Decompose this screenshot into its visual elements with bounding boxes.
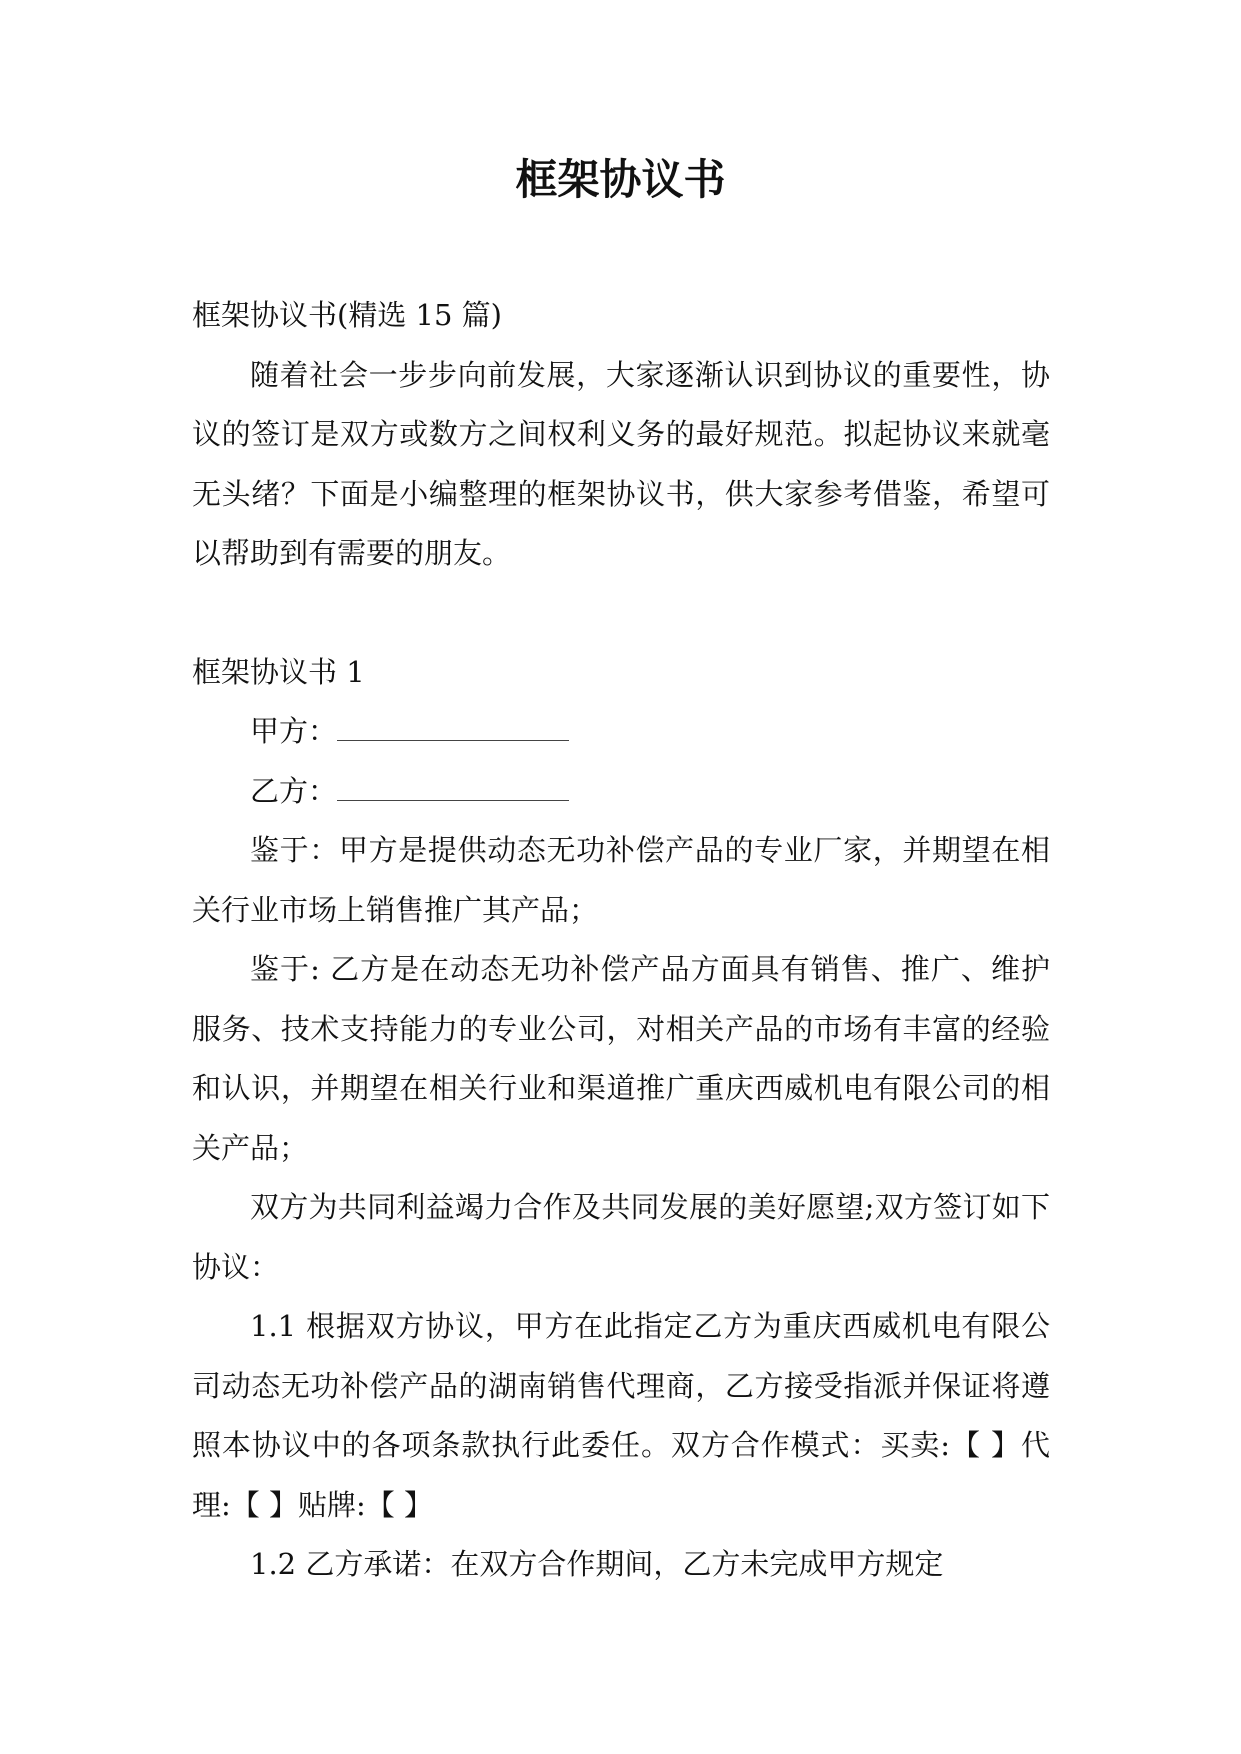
party-b-line	[192, 762, 1050, 822]
whereas-paragraph-2: 鉴于: 乙方是在动态无功补偿产品方面具有销售、推广、维护服务、技术支持能力的专业公司，对相关产品的市场有丰富的经验和认识，并期望在相关行业和渠道推广重庆西威机电有限公司的相关产品；	[192, 952, 1050, 1165]
party-a-blank	[337, 714, 569, 741]
party-a-line	[192, 702, 1050, 762]
party-a-label: 甲方：	[250, 714, 338, 748]
whereas-paragraph-1: 鉴于：甲方是提供动态无功补偿产品的专业厂家，并期望在相关行业市场上销售推广其产品；	[192, 833, 1050, 927]
section-title: 框架协议书 1	[192, 654, 365, 689]
paragraph-gap	[192, 584, 1050, 643]
intro-paragraph: 随着社会一步步向前发展，大家逐渐认识到协议的重要性，协议的签订是双方或数方之间权利义务的最好规范。拟起协议来就毫无头绪？下面是小编整理的框架协议书，供大家参考借鉴，希望可以帮助到有需要的朋友。	[192, 357, 1050, 570]
clause-1-2: 1.2 乙方承诺：在双方合作期间，乙方未完成甲方规定	[250, 1547, 944, 1581]
party-b-label: 乙方：	[250, 773, 338, 808]
agreement-intro-paragraph: 双方为共同利益竭力合作及共同发展的美好愿望;双方签订如下协议：	[192, 1190, 1050, 1284]
clause-1-1: 1.1 根据双方协议，甲方在此指定乙方为重庆西威机电有限公司动态无功补偿产品的湖南销售代理商，乙方接受指派并保证将遵照本协议中的各项条款执行此委任。双方合作模式：买卖:【 】代理:【 】贴牌:【 】	[192, 1309, 1050, 1522]
document-title: 框架协议书	[515, 155, 726, 204]
document-subtitle: 框架协议书(精选 15 篇)	[192, 298, 502, 332]
document-body	[192, 286, 1050, 1595]
party-b-blank	[337, 774, 569, 801]
